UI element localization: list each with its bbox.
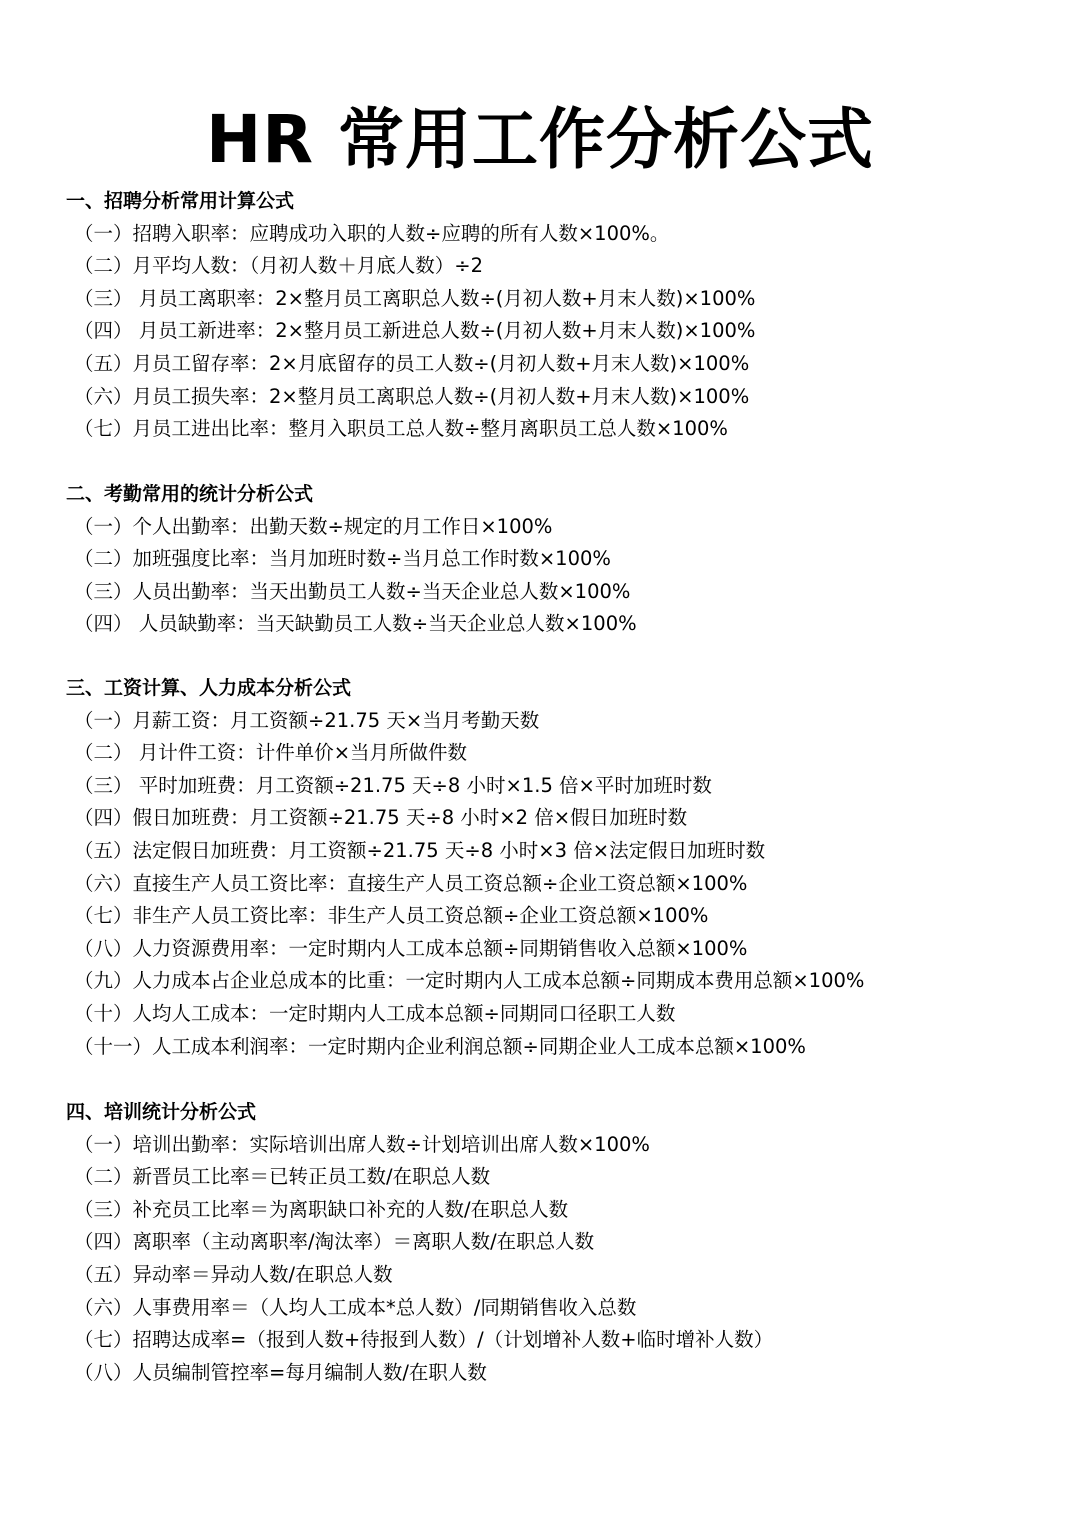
section-payroll-cost <box>66 672 1046 1063</box>
formula-item: （七）月员工进出比率：整月入职员工总人数÷整月离职员工总人数×100% <box>74 417 728 441</box>
formula-item: （四）离职率（主动离职率/淘汰率）＝离职人数/在职总人数 <box>74 1230 595 1254</box>
formula-item: （三）人员出勤率：当天出勤员工人数÷当天企业总人数×100% <box>74 579 631 603</box>
formula-item: （四）假日加班费：月工资额÷21.75 天÷8 小时×2 倍×假日加班时数 <box>74 806 688 830</box>
formula-item: （八）人员编制管控率=每月编制人数/在职人数 <box>74 1360 487 1384</box>
section-attendance <box>66 478 1046 641</box>
formula-item: （五）月员工留存率：2×月底留存的员工人数÷(月初人数+月末人数)×100% <box>74 351 750 375</box>
section-heading: 二、考勤常用的统计分析公式 <box>66 483 314 505</box>
formula-item: （六）人事费用率＝（人均人工成本*总人数）/同期销售收入总数 <box>74 1295 637 1319</box>
formula-item: （二）新晋员工比率＝已转正员工数/在职总人数 <box>74 1165 491 1189</box>
formula-item: （五）法定假日加班费：月工资额÷21.75 天÷8 小时×3 倍×法定假日加班时数 <box>74 838 766 862</box>
formula-item: （三）补充员工比率＝为离职缺口补充的人数/在职总人数 <box>74 1197 569 1221</box>
formula-item: （一）培训出勤率：实际培训出席人数÷计划培训出席人数×100% <box>74 1132 650 1156</box>
formula-item: （十一）人工成本利润率：一定时期内企业利润总额÷同期企业人工成本总额×100% <box>74 1034 806 1058</box>
formula-list <box>66 218 1046 446</box>
formula-item: （二）加班强度比率：当月加班时数÷当月总工作时数×100% <box>74 547 611 571</box>
section-heading: 四、培训统计分析公式 <box>66 1101 257 1123</box>
formula-item: （九）人力成本占企业总成本的比重：一定时期内人工成本总额÷同期成本费用总额×100% <box>74 969 865 993</box>
formula-item: （十）人均人工成本：一定时期内人工成本总额÷同期同口径职工人数 <box>74 1001 676 1025</box>
section-heading: 三、工资计算、人力成本分析公式 <box>66 677 352 699</box>
formula-item: （四） 月员工新进率：2×整月员工新进总人数÷(月初人数+月末人数)×100% <box>74 319 756 343</box>
formula-item: （三） 月员工离职率：2×整月员工离职总人数÷(月初人数+月末人数)×100% <box>74 286 756 310</box>
formula-item: （三） 平时加班费：月工资额÷21.75 天÷8 小时×1.5 倍×平时加班时数 <box>74 773 712 797</box>
formula-item: （七）招聘达成率=（报到人数+待报到人数）/（计划增补人数+临时增补人数） <box>74 1328 774 1352</box>
formula-item: （七）非生产人员工资比率：非生产人员工资总额÷企业工资总额×100% <box>74 904 709 928</box>
formula-item: （五）异动率＝异动人数/在职总人数 <box>74 1262 393 1286</box>
formula-item: （六）直接生产人员工资比率：直接生产人员工资总额÷企业工资总额×100% <box>74 871 748 895</box>
formula-item: （一）个人出勤率：出勤天数÷规定的月工作日×100% <box>74 514 553 538</box>
section-recruitment <box>66 185 1046 446</box>
formula-item: （四） 人员缺勤率：当天缺勤员工人数÷当天企业总人数×100% <box>74 612 637 636</box>
section-heading: 一、招聘分析常用计算公式 <box>66 190 295 212</box>
formula-item: （六）月员工损失率：2×整月员工离职总人数÷(月初人数+月末人数)×100% <box>74 384 750 408</box>
page-title: HR 常用工作分析公式 <box>205 101 875 178</box>
formula-item: （八）人力资源费用率：一定时期内人工成本总额÷同期销售收入总额×100% <box>74 936 748 960</box>
formula-item: （二） 月计件工资：计件单价×当月所做件数 <box>74 741 468 765</box>
formula-list <box>66 1129 1046 1390</box>
formula-list <box>66 511 1046 641</box>
section-training <box>66 1096 1046 1389</box>
formula-item: （一）月薪工资：月工资额÷21.75 天×当月考勤天数 <box>74 708 540 732</box>
formula-list <box>66 705 1046 1064</box>
formula-item: （一）招聘入职率：应聘成功入职的人数÷应聘的所有人数×100%。 <box>74 221 670 245</box>
formula-item: （二）月平均人数：（月初人数＋月底人数）÷2 <box>74 254 483 278</box>
